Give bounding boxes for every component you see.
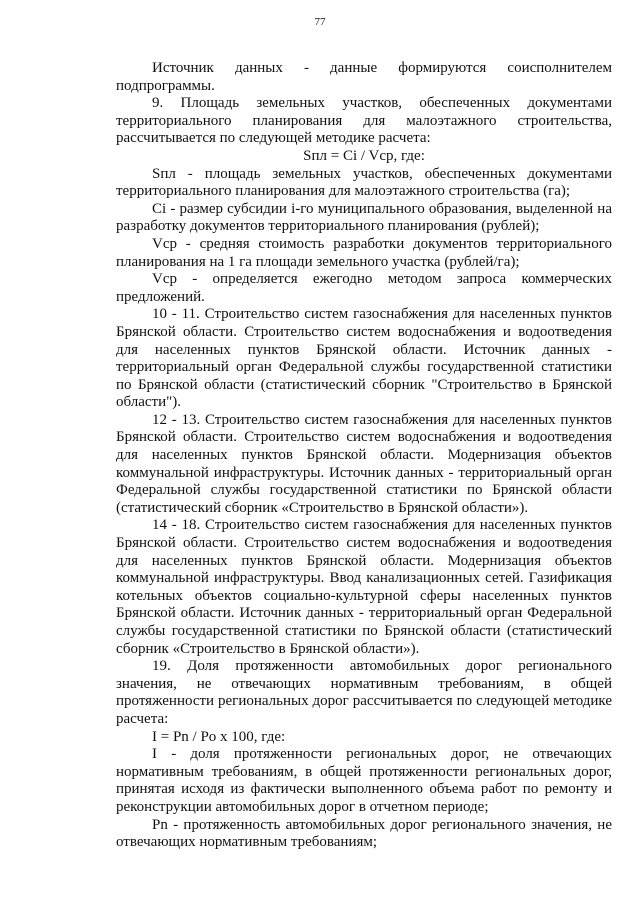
formula-spl: Sпл = Ci / Vср, где: [303,147,425,164]
definition-i: I - доля протяженности региональных дорог, не отвечающих нормативным требованиям, в общей протяженности региональных дорог, принятая исходя из фактически выполненного объема работ по ремонту и реконструкции автомобильных дорог в отчетном периоде; [116,746,612,815]
definition-spl: Sпл - площадь земельных участков, обеспеченных документами территориального планирования для малоэтажного строительства (га); [116,165,612,200]
formula-i: I = Pn / Po x 100, где: [152,728,286,745]
paragraph-data-source-1: Источник данных - данные формируются соисполнителем подпрограммы. [116,60,612,94]
paragraph-item-19: 19. Доля протяженности автомобильных дорог регионального значения, не отвечающих нормативным требованиям, в общей протяженности региональных дорог рассчитывается по следующей методике расчета: [116,658,612,727]
page-number: 77 [314,16,326,28]
definition-ci: Ci - размер субсидии i-го муниципального образования, выделенной на разработку документов территориального планирования (рублей); [116,200,612,235]
paragraph-item-9: 9. Площадь земельных участков, обеспеченных документами территориального планирования для малоэтажного строительства, рассчитывается по следующей методике расчета: [116,95,612,147]
document-body [116,60,612,852]
paragraph-item-10-11: 10 - 11. Строительство систем газоснабжения для населенных пунктов Брянской области. Строительство систем водоснабжения и водоотведения для населенных пунктов Брянской области. Источник данных - территориальный орган Федеральной службы государственной статистики по Брянской области (статистический сборник "Строительство в Брянской области"). [116,306,612,411]
paragraph-item-12-13: 12 - 13. Строительство систем газоснабжения для населенных пунктов Брянской области. Строительство систем водоснабжения и водоотведения для населенных пунктов Брянской области. Модернизация объектов коммунальной инфраструктуры. Источник данных - территориальный орган Федеральной службы государственной статистики по Брянской области (статистический сборник «Строительство в Брянской области»). [116,411,612,516]
paragraph-item-14-18: 14 - 18. Строительство систем газоснабжения для населенных пунктов Брянской области. Строительство систем водоснабжения и водоотведения для населенных пунктов Брянской области. Модернизация объектов коммунальной инфраструктуры. Ввод канализационных сетей. Газификация котельных объектов социально-культурной сферы населенных пунктов Брянской области. Источник данных - территориальный орган Федеральной службы государственной статистики по Брянской области (статистический сборник «Строительство в Брянской области»). [116,517,612,657]
definition-vsr-method: Vср - определяется ежегодно методом запроса коммерческих предложений. [116,271,612,305]
definition-vsr: Vср - средняя стоимость разработки документов территориального планирования на 1 га площади земельного участка (рублей/га); [116,235,612,270]
definition-pn: Pn - протяженность автомобильных дорог регионального значения, не отвечающих нормативным требованиям; [116,816,612,851]
